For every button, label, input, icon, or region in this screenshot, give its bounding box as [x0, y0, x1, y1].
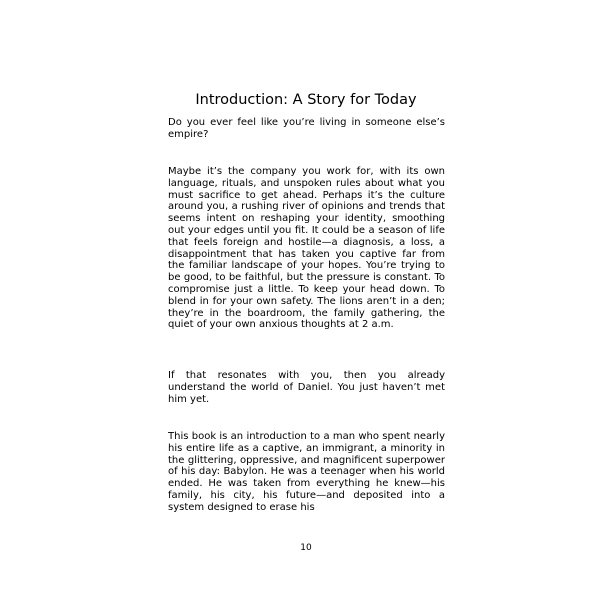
paragraph-1: Do you ever feel like you’re living in someone else’s empire? [168, 117, 445, 140]
paragraph-4: This book is an introduction to a man who spent nearly his entire life as a captive, an immigrant, a minority in the glittering, oppressive, and magnificent superpower of his day: Babylon. He was a teenager when his world ended. He was taken from everything he knew—his family, his city, his future—and deposited into a system designed to erase his [168, 431, 445, 513]
page-title: Introduction: A Story for Today [195, 92, 417, 108]
page-number: 10 [300, 543, 312, 553]
paragraph-3: If that resonates with you, then you already understand the world of Daniel. You just haven’t met him yet. [168, 370, 445, 405]
paragraph-2: Maybe it’s the company you work for, with its own language, rituals, and unspoken rules about what you must sacrifice to get ahead. Perhaps it’s the culture around you, a rushing river of opinions and trends that seems intent on reshaping your identity, smoothing out your edges until you fit. It could be a season of life that feels foreign and hostile—a diagnosis, a loss, a disappointment that has taken you captive far from the familiar landscape of your hopes. You’re trying to be good, to be faithful, but the pressure is constant. To compromise just a little. To keep your head down. To blend in for your own safety. The lions aren’t in a den; they’re in the boardroom, the family gathering, the quiet of your own anxious thoughts at 2 a.m. [168, 166, 445, 331]
